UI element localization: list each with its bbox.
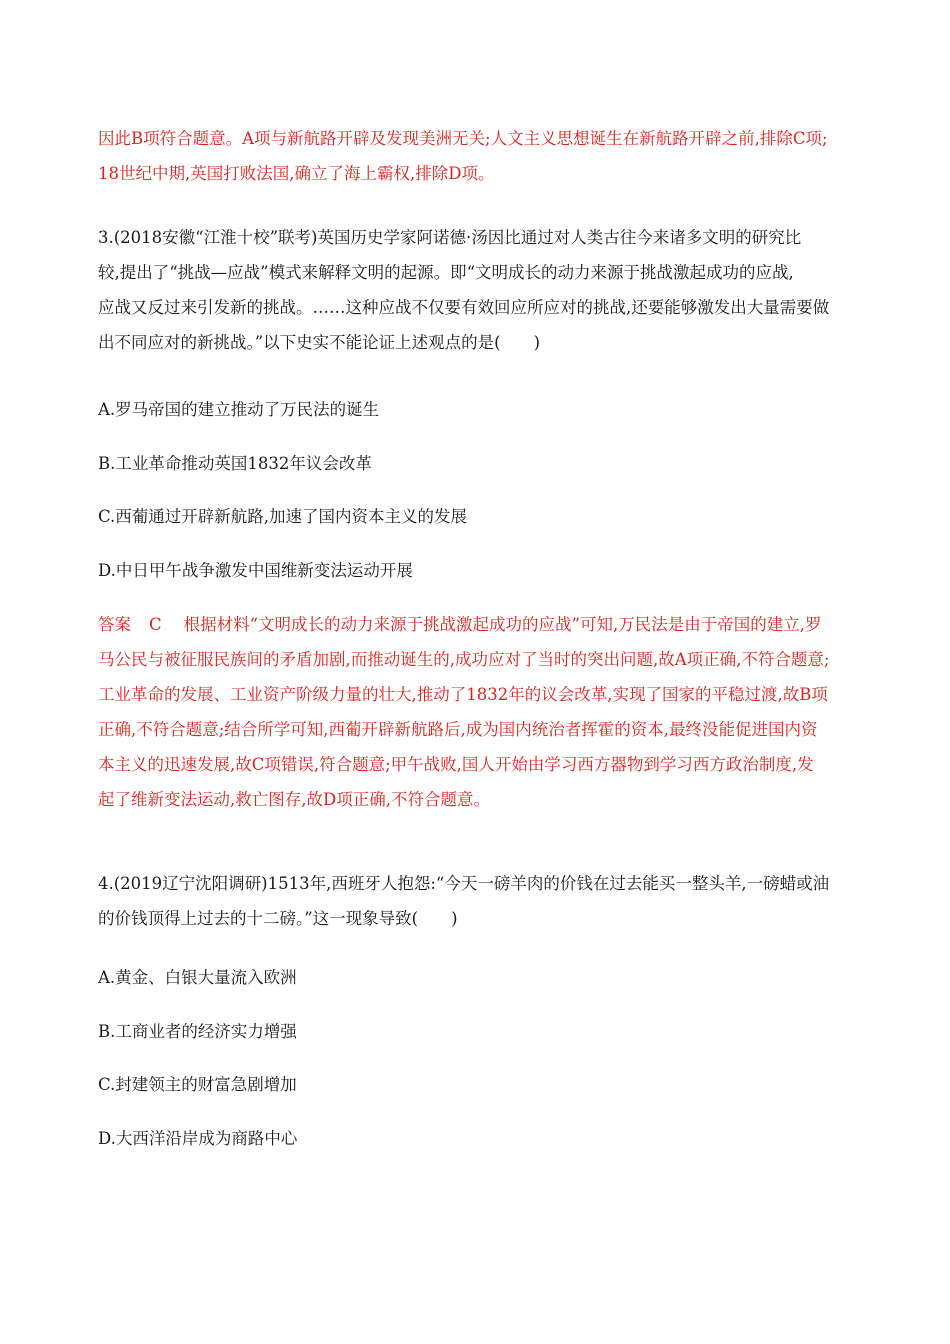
prev-answer-line: 18世纪中期,英国打败法国,确立了海上霸权,排除D项。 (98, 164, 495, 183)
question-4-stem (98, 866, 858, 936)
answer-line: 马公民与被征服民族间的矛盾加剧,而推动诞生的,成功应对了当时的突出问题,故A项正确,不符合题意; (98, 650, 830, 669)
question-4-option-a: A.黄金、白银大量流入欧洲 (98, 968, 297, 987)
answer-key: C (149, 615, 162, 634)
question-3-stem (98, 220, 858, 360)
question-3-line: 较,提出了“挑战—应战”模式来解释文明的起源。即“文明成长的动力来源于挑战激起成功的应战, (98, 263, 794, 282)
answer-first-line (98, 607, 858, 642)
question-3-line: 3.(2018安徽“江淮十校”联考)英国历史学家阿诺德·汤因比通过对人类古往今来诸多文明的研究比 (98, 228, 802, 247)
answer-label: 答案 (98, 615, 131, 634)
prev-answer-explanation (98, 121, 858, 191)
answer-line: 工业革命的发展、工业资产阶级力量的壮大,推动了1832年的议会改革,实现了国家的平稳过渡,故B项 (98, 685, 828, 704)
answer-line: 起了维新变法运动,救亡图存,故D项正确,不符合题意。 (98, 790, 490, 809)
question-3-option-d: D.中日甲午战争激发中国维新变法运动开展 (98, 561, 413, 580)
question-3-option-a: A.罗马帝国的建立推动了万民法的诞生 (98, 400, 380, 419)
question-4-option-b: B.工商业者的经济实力增强 (98, 1022, 297, 1041)
answer-line: 根据材料“文明成长的动力来源于挑战激起成功的应战”可知,万民法是由于帝国的建立,罗 (183, 615, 822, 634)
question-4-option-d: D.大西洋沿岸成为商路中心 (98, 1129, 298, 1148)
prev-answer-line: 因此B项符合题意。A项与新航路开辟及发现美洲无关;人文主义思想诞生在新航路开辟之前,排除C项; (98, 129, 828, 148)
question-3-option-c: C.西葡通过开辟新航路,加速了国内资本主义的发展 (98, 507, 468, 526)
question-3-answer (98, 607, 858, 817)
question-4-option-c: C.封建领主的财富急剧增加 (98, 1075, 297, 1094)
answer-line: 正确,不符合题意;结合所学可知,西葡开辟新航路后,成为国内统治者挥霍的资本,最终没能促进国内资 (98, 720, 818, 739)
question-3-line: 出不同应对的新挑战。”以下史实不能论证上述观点的是( ) (98, 333, 541, 352)
question-3-line: 应战又反过来引发新的挑战。……这种应战不仅要有效回应所应对的挑战,还要能够激发出大量需要做 (98, 298, 830, 317)
answer-line: 本主义的迅速发展,故C项错误,符合题意;甲午战败,国人开始由学习西方器物到学习西方政治制度,发 (98, 755, 814, 774)
question-4-line: 4.(2019辽宁沈阳调研)1513年,西班牙人抱怨:“今天一磅羊肉的价钱在过去能买一整头羊,一磅蜡或油 (98, 874, 830, 893)
question-3-option-b: B.工业革命推动英国1832年议会改革 (98, 454, 372, 473)
question-4-line: 的价钱顶得上过去的十二磅。”这一现象导致( ) (98, 909, 458, 928)
